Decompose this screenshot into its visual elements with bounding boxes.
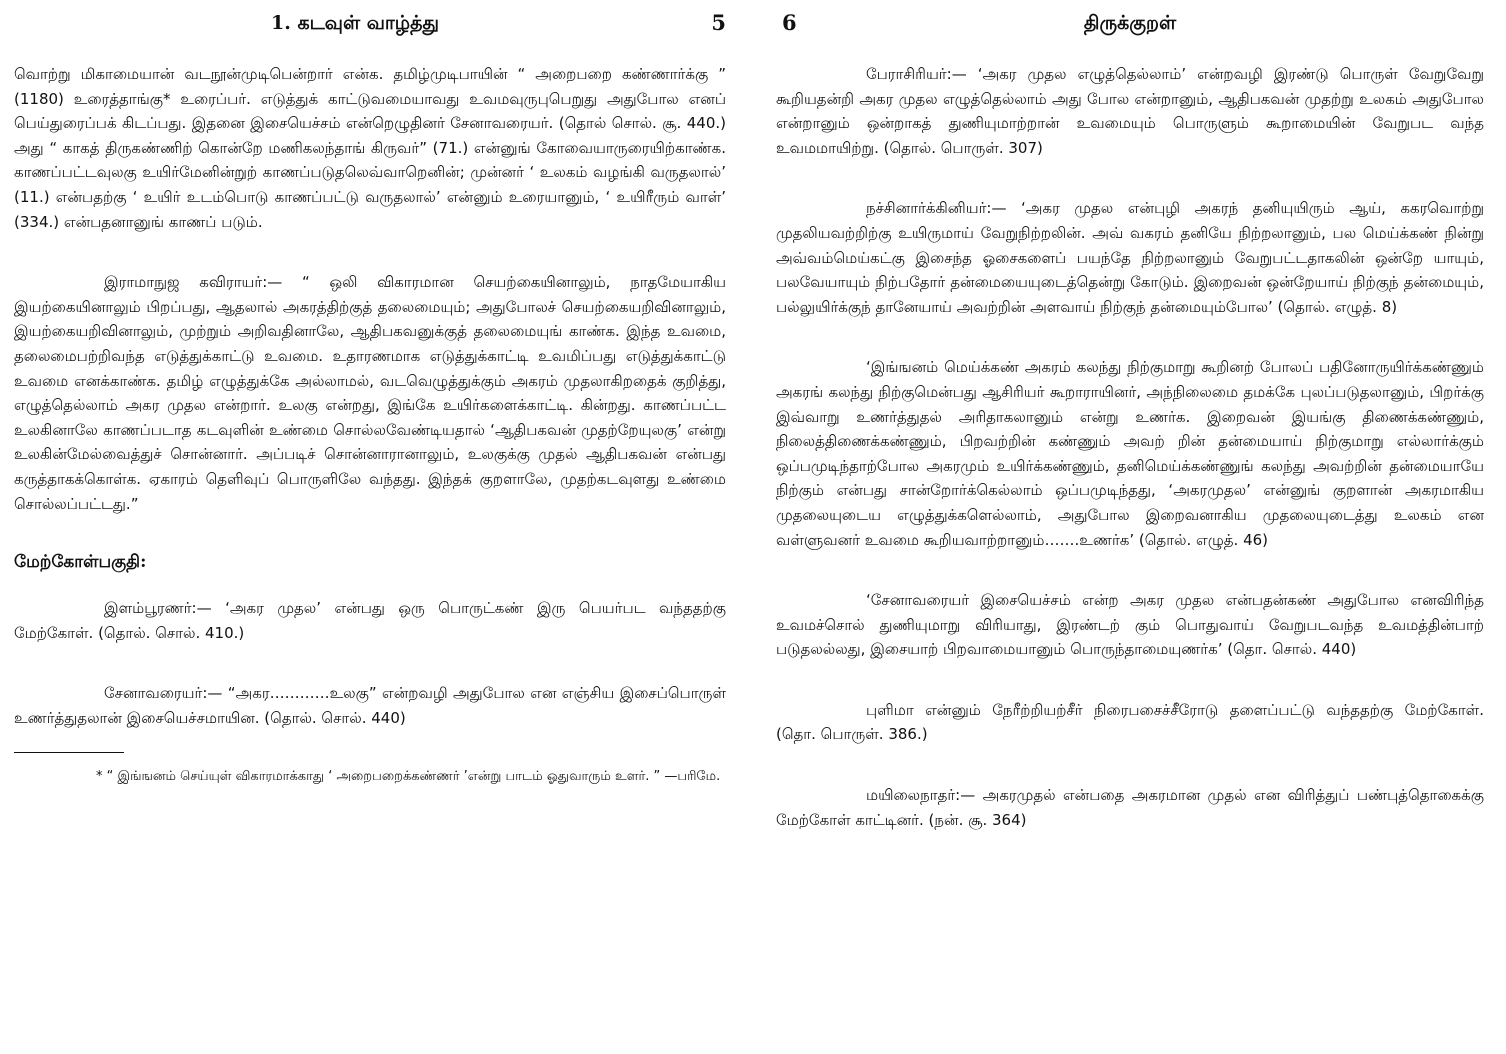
left-page xyxy=(0,0,750,1054)
right-paragraph-1: பேராசிரியர்:— ‘அகர முதல எழுத்தெல்லாம்’ என்றவழி இரண்டு பொருள் வேறுவேறு கூறியதன்றி அகர முதல எழுத்தெல்லாம் அது போல என்றானும், ஆதிபகவன் முதற்று உலகம் அதுபோல என்றானும் ஒன்றாகத் துணியுமாற்றான் உவமையும் பொருளும் கூறாமையின் வேறுபட வந்த உவமமாயிற்று. (தொல். பொருள். 307) xyxy=(776,65,1484,157)
right-paragraph-4: ‘சேனாவரையர் இசையெச்சம் என்ற அகர முதல என்பதன்கண் அதுபோல எனவிரிந்த உவமச்சொல் துணியுமாறு விரியாது, இரண்டற் கும் பொதுவாய் வேறுபடவந்த உவமத்தின்பாற் படுதலல்லது, இசையாற் பிறவாமையானும் பொருந்தாமையுணர்க’ (தொ. சொல். 440) xyxy=(776,591,1484,659)
right-page-number: 6 xyxy=(782,10,797,35)
quote-paragraph-2: சேனாவரையர்:— “அகர…………உலகு” என்றவழி அதுபோல என எஞ்சிய இசைப்பொருள் உணர்த்துதலான் இசையெச்சமாயின. (தொல். சொல். 440) xyxy=(14,684,726,727)
commentary-paragraph-1: வொற்று மிகாமையான் வடநூன்முடிபென்றார் என்க. தமிழ்முடிபாயின் “ அறைபறை கண்ணார்க்கு ” (1180) உரைத்தாங்கு* உரைப்பர். எடுத்துக் காட்டுவமையாவது உவமவுருபுபெறுது அதுபோல எனப் பெய்துரைப்பக் கிடப்பது. இதனை இசையெச்சம் என்றெழுதினர் சேனாவரையர். (தொல் சொல். சூ. 440.) அது “ காகத் திருகண்ணிற் கொன்றே மணிகலந்தாங் கிருவர்” (71.) என்னுங் கோவையாருரையிற்காண்க. காணப்பட்டவுலகு உயிர்மேனின்றுற் காணப்படுதலெவ்வாறெனின்; முன்னர் ‘ உலகம் வழங்கி வருதலால்’ (11.) என்பதற்கு ‘ உயிர் உடம்பொடு காணப்பட்டு வருதலால்’ என்னும் உரையானும், ‘ உயிரீரும் வாள்’ (334.) என்பதனானுங் காணப் படும். xyxy=(14,65,726,231)
left-page-number: 5 xyxy=(711,10,726,35)
right-paragraph-3: ‘இங்ஙனம் மெய்க்கண் அகரம் கலந்து நிற்குமாறு கூறினற் போலப் பதினோருயிர்க்கண்ணும் அகரங் கலந்து நிற்குமென்பது ஆசிரியர் கூறாராயினர், அந்நிலைமை தமக்கே புலப்படுதலானும், பிறர்க்கு இவ்வாறு உணர்த்துதல் அரிதாகலானும் என்று உணர்க. இறைவன் இயங்கு திணைக்கண்ணும், நிலைத்திணைக்கண்ணும், பிறவற்றின் கண்ணும் அவற் றின் தன்மையாய் நிற்குமாறு எல்லார்க்கும் ஒப்பமுடிந்தாற்போல அகரமும் உயிர்க்கண்ணும், தனிமெய்க்கண்ணுங் கலந்து அவற்றின் தன்மையாயே நிற்கும் என்பது சான்றோர்க்கெல்லாம் ஒப்பமுடிந்தது, ‘அகரமுதல’ என்னுங் குறளான் அகரமாகிய முதலையுடைய எழுத்துக்களெல்லாம், அதுபோல இறைவனாகிய முதலையுடைத்து உலகம் என வள்ளுவனர் உவமை கூறியவாற்றானும்…….உணர்க’ (தொல். எழுத். 46) xyxy=(776,358,1484,549)
section-heading: மேற்கோள்பகுதி: xyxy=(14,552,147,573)
footnote: * “ இங்ஙனம் செய்யுள் விகாரமாக்காது ‘ அறைபறைக்கண்ணர் ’என்று பாடம் ஓதுவாரும் உளர். ” —பரிமே. xyxy=(96,769,721,785)
right-page-title: திருக்குறள் xyxy=(1083,12,1177,34)
commentary-paragraph-2: இராமாநுஜ கவிராயர்:— “ ஒலி விகாரமான செயற்கையினாலும், நாதமேயாகிய இயற்கையினாலும் பிறப்பது, ஆதலால் அகரத்திற்குத் தலைமையும்; அதுபோலச் செயற்கையறிவினாலும், இயற்கையறிவினாலும், முற்றும் அறிவதினாலே, ஆதிபகவனுக்குத் தலைமையுங் காண்க. இந்த உவமை, தலைமைபற்றிவந்த எடுத்துக்காட்டு உவமை. உதாரணமாக எடுத்துக்காட்டி உவமிப்பது எடுத்துக்காட்டு உவமை எனக்காண்க. தமிழ் எழுத்துக்கே அல்லாமல், வடவெழுத்துக்கும் அகரம் முதலாகிறதைக் குறித்து, எழுத்தெல்லாம் அகர முதல என்றார். உலகு என்றது, இங்கே உயிர்களைக்காட்டி. கின்றது. காணப்பட்ட உலகினாலே காணப்படாத கடவுளின் உண்மை சொல்லவேண்டியதால் ‘ஆதிபகவன் முதற்றேயுலகு’ என்று உலகின்மேல்வைத்துச் சொன்னார். அப்படிச் சொன்னாரானாலும், உலகுக்கு முதல் ஆதிபகவன் என்பது கருத்தாகக்கொள்க. ஏகாரம் தெளிவுப் பொருளிலே வந்தது. இந்தக் குறளாலே, முதற்கடவுளது உண்மை சொல்லப்பட்டது.” xyxy=(14,273,726,513)
right-page xyxy=(754,0,1506,1054)
right-page-header xyxy=(776,8,1484,44)
left-page-title: 1. கடவுள் வாழ்த்து xyxy=(271,12,439,34)
right-paragraph-6: மயிலைநாதர்:— அகரமுதல் என்பதை அகரமான முதல் என விரித்துப் பண்புத்தொகைக்கு மேற்கோள் காட்டினர். (நன். சூ. 364) xyxy=(776,786,1484,829)
quote-paragraph-1: இளம்பூரணர்:— ‘அகர முதல’ என்பது ஒரு பொருட்கண் இரு பெயர்பட வந்ததற்கு மேற்கோள். (தொல். சொல். 410.) xyxy=(14,599,726,642)
left-page-header xyxy=(14,8,726,44)
right-paragraph-2: நச்சினார்க்கினியர்:— ‘அகர முதல என்புழி அகரந் தனியுயிரும் ஆய், ககரவொற்று முதலியவற்றிற்கு உயிருமாய் வேறுநிற்றலின். அவ் வகரம் தனியே நிற்றலானும், பல மெய்க்கண் நின்று அவ்வம்மெய்கட்கு இசைந்த ஓசைகளைப் பயந்தே நிற்றலானும் வேறுபட்டதாகலின் ஒன்றே யாயும், பலவேயாயும் நிற்பதோர் தன்மையையுடைத்தென்று கோடும். இறைவன் ஒன்றேயாய் நிற்குந் தன்மையும், பல்லுயிர்க்குந் தானேயாய் அவற்றின் அளவாய் நிற்குந் தன்மையும்போல’ (தொல். எழுத். 8) xyxy=(776,199,1484,316)
footnote-divider xyxy=(14,752,124,753)
right-paragraph-5: புளிமா என்னும் நேரீற்றியற்சீர் நிரைபசைச்சீரோடு தளைப்பட்டு வந்ததற்கு மேற்கோள். (தொ. பொருள். 386.) xyxy=(776,700,1484,744)
